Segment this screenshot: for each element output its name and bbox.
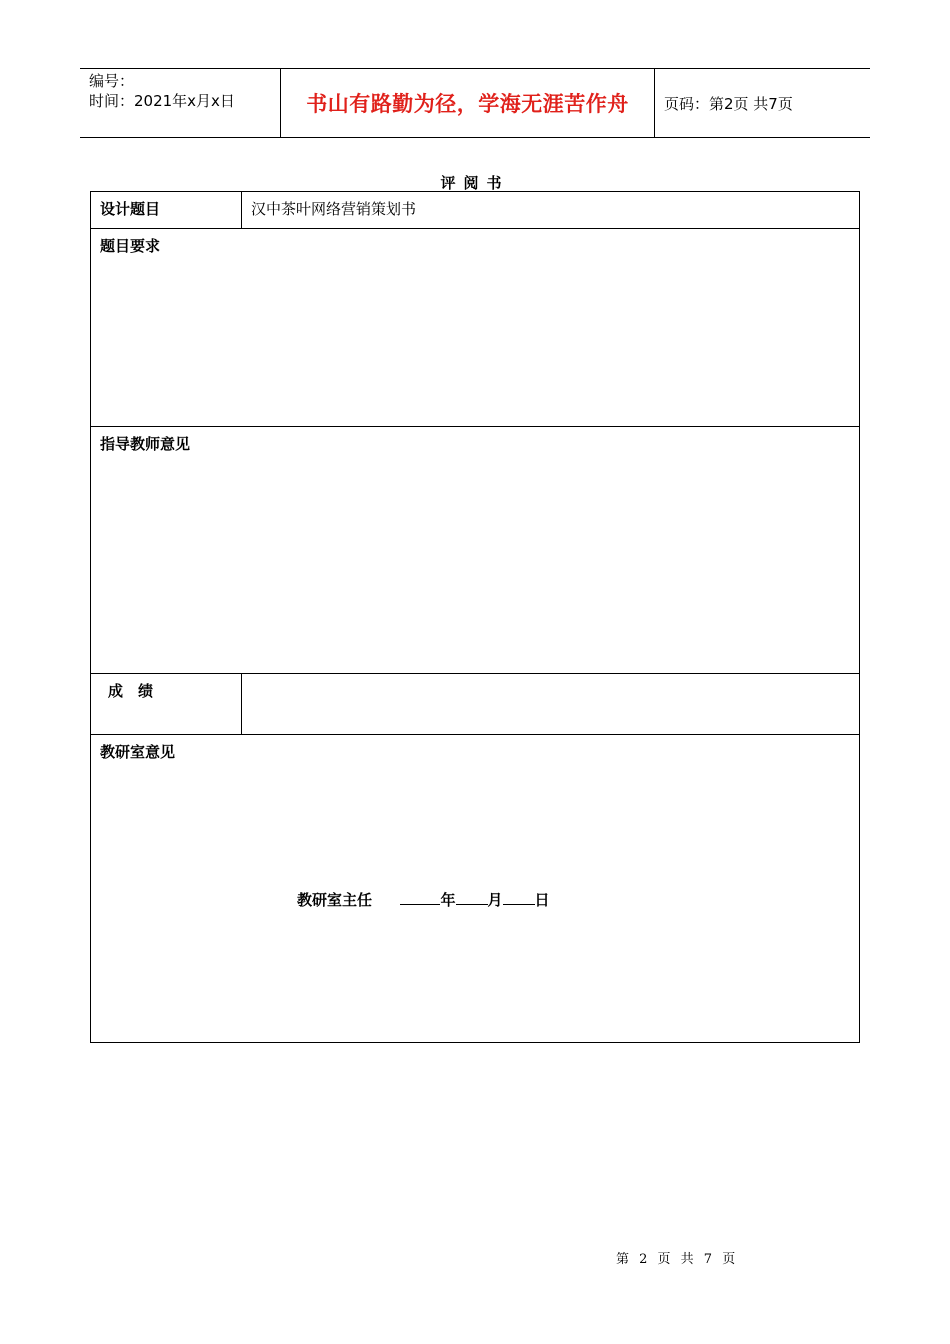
month-blank[interactable] [456, 890, 488, 905]
topic-value: 汉中茶叶网络营销策划书 [251, 200, 417, 218]
requirements-label: 题目要求 [100, 237, 161, 255]
day-label: 日 [534, 891, 550, 909]
month-label: 月 [487, 891, 503, 909]
page-header [80, 68, 870, 138]
day-blank[interactable] [503, 890, 535, 905]
topic-label: 设计题目 [91, 192, 242, 228]
office-opinion-row [91, 735, 859, 1042]
office-opinion-label: 教研室意见 [100, 743, 176, 761]
advisor-opinion-label: 指导教师意见 [100, 435, 191, 453]
requirements-row [91, 229, 859, 427]
topic-row [91, 192, 859, 229]
year-blank[interactable] [400, 890, 440, 905]
document-title: 评阅书 [440, 174, 510, 192]
header-motto: 书山有路勤为径，学海无涯苦作舟 [281, 69, 655, 137]
year-label: 年 [440, 891, 456, 909]
header-meta [80, 69, 281, 137]
grade-value[interactable] [242, 674, 859, 734]
grade-row [91, 674, 859, 735]
advisor-opinion-row [91, 427, 859, 674]
review-form-table [90, 191, 860, 1043]
document-number-label: 编号： [89, 72, 135, 90]
director-label: 教研室主任 [297, 891, 373, 909]
document-date: 时间：2021年x月x日 [89, 92, 235, 110]
grade-label: 成 绩 [91, 674, 242, 734]
header-page-number: 页码：第2页 共7页 [664, 94, 793, 113]
page-footer: 第 2 页 共 7 页 [616, 1252, 739, 1267]
director-signature-line [297, 889, 550, 910]
